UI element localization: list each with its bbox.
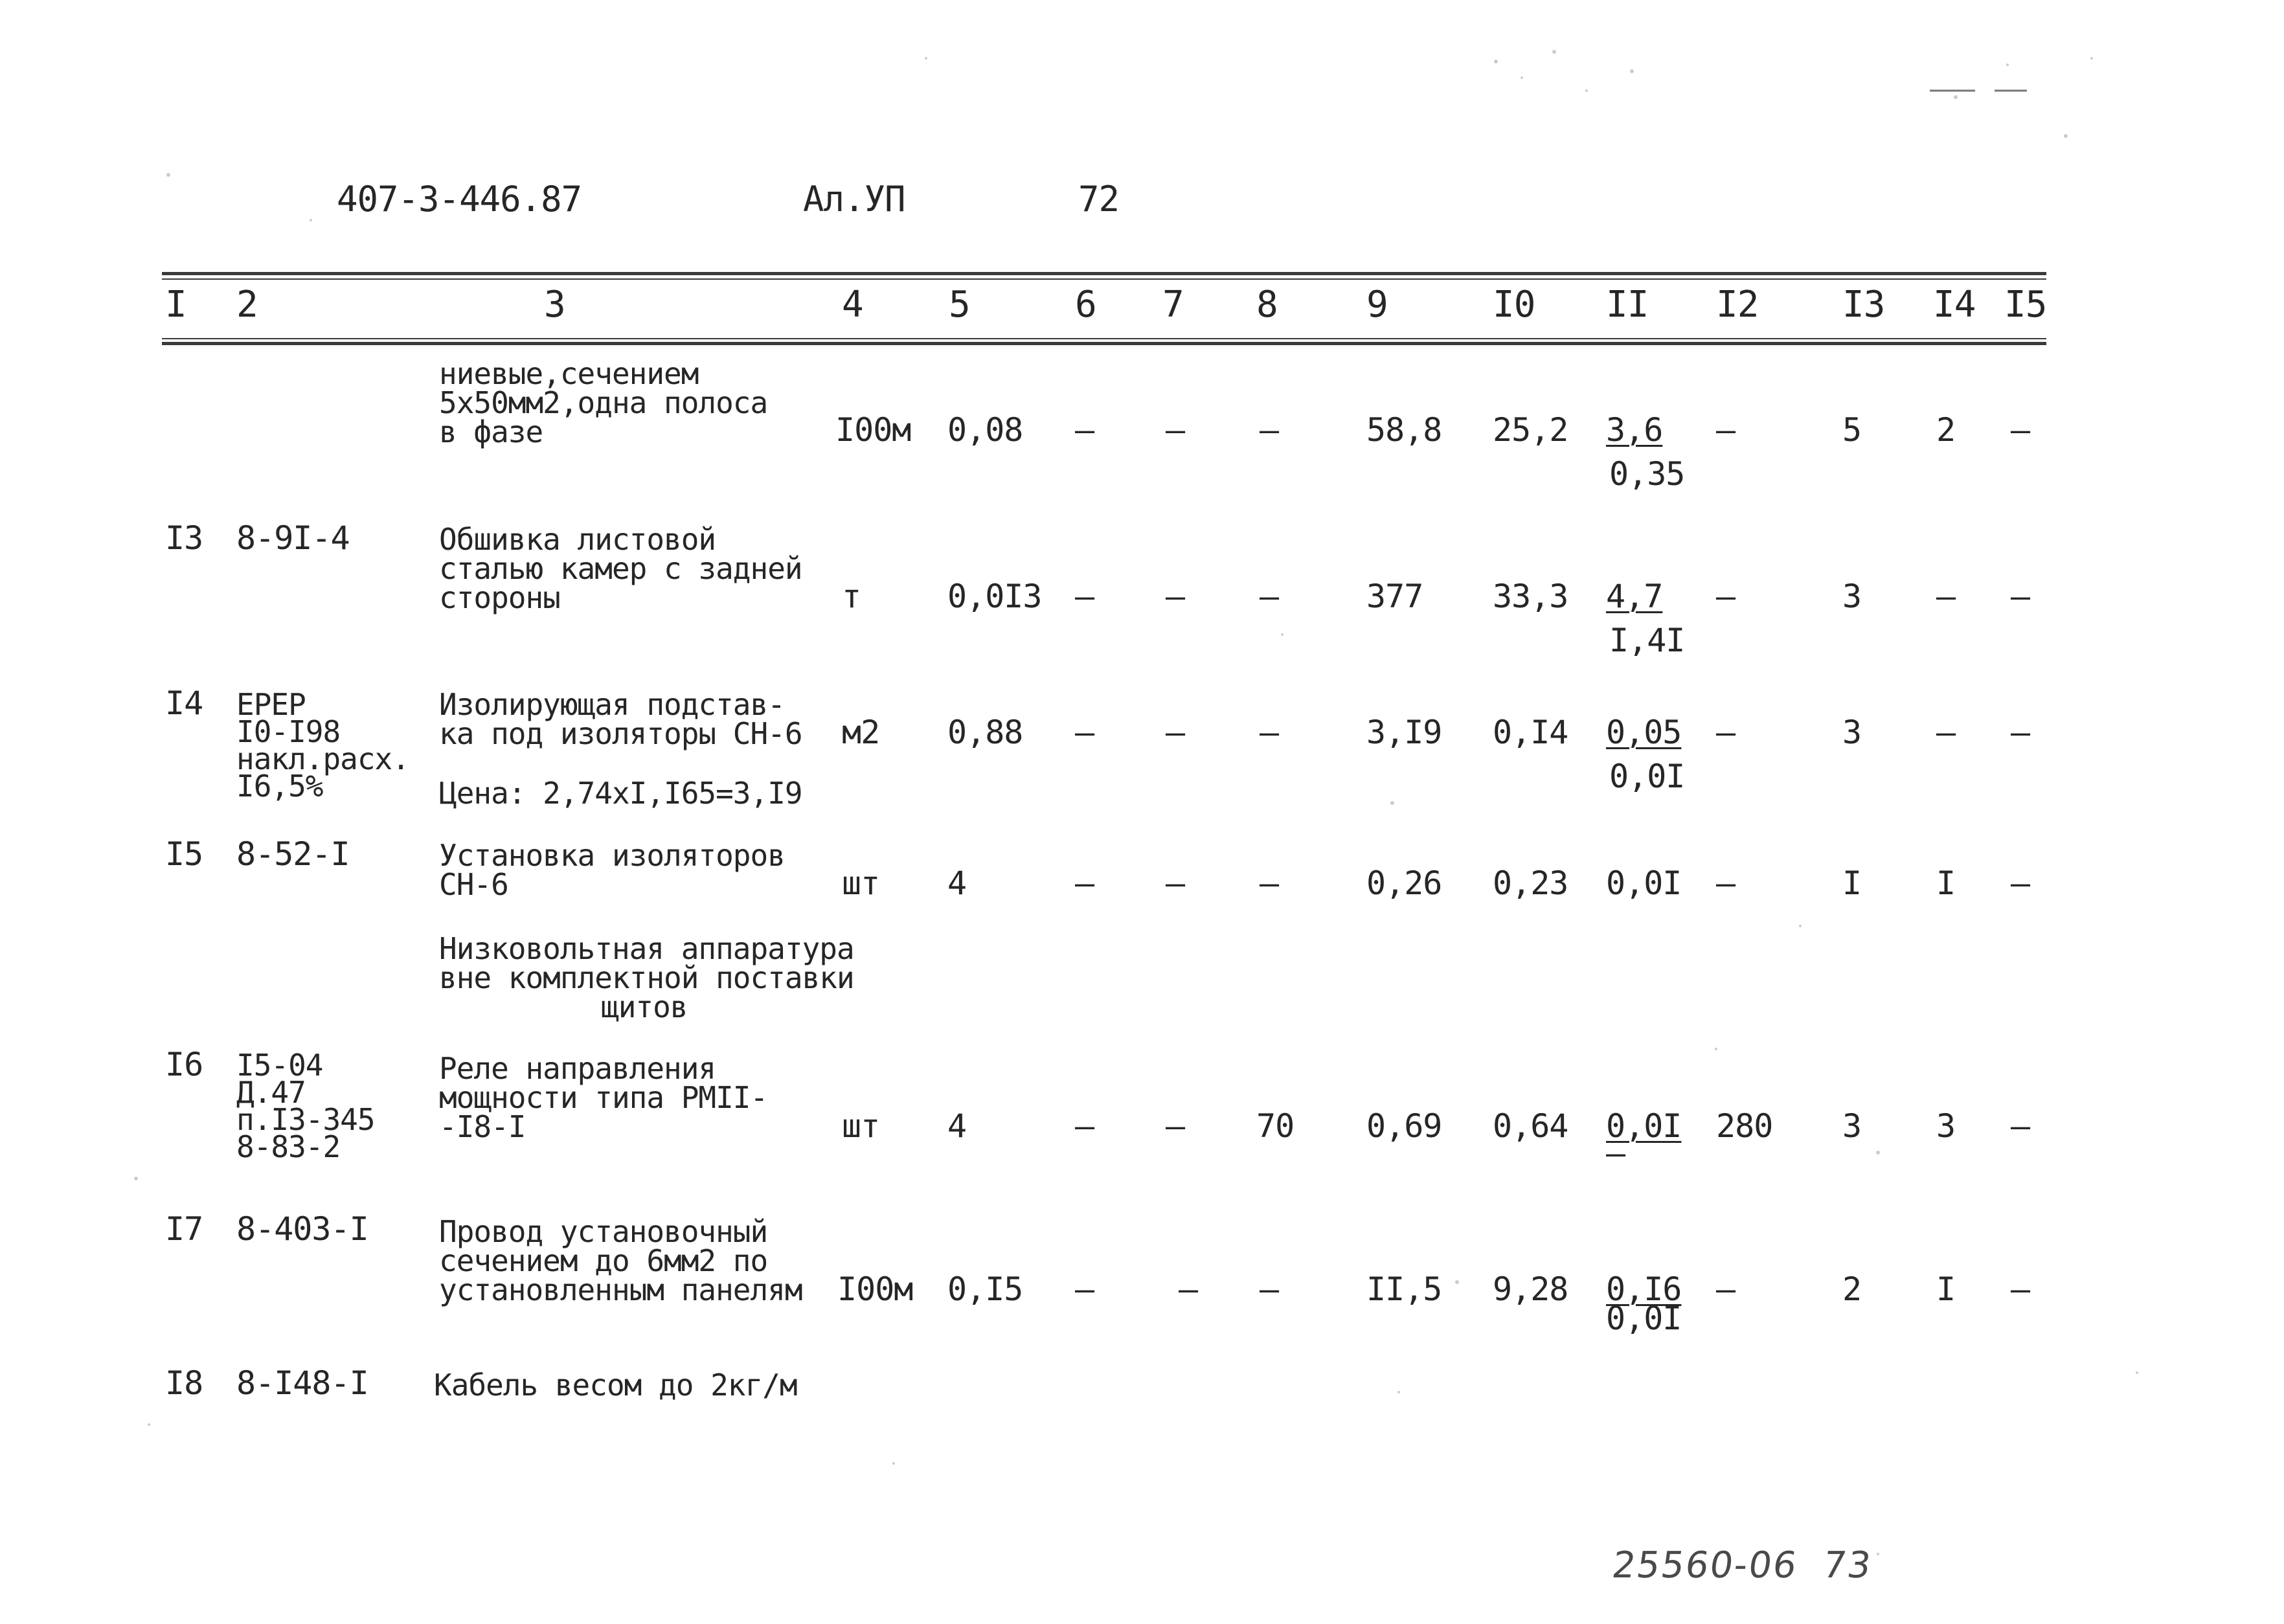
- col-15: –: [2011, 714, 2030, 751]
- quantity: 4: [947, 864, 967, 902]
- column-number: 5: [949, 284, 970, 326]
- item-name-line: -I8-I: [439, 1109, 526, 1144]
- section-heading-line: вне комплектной поставки: [439, 960, 854, 995]
- col-15: –: [2011, 864, 2030, 902]
- item-name-line: Обшивка листовой: [439, 522, 716, 557]
- norm-code: п.I3-345: [236, 1102, 375, 1137]
- col-8: –: [1260, 864, 1279, 902]
- col-13: 3: [1842, 1107, 1862, 1145]
- col-7: –: [1166, 1107, 1185, 1145]
- col-15: –: [2011, 1107, 2030, 1145]
- col-14: 2: [1936, 411, 1956, 449]
- quantity: 0,I5: [947, 1270, 1023, 1308]
- item-number: I5: [165, 835, 203, 873]
- col-6: –: [1075, 714, 1094, 751]
- table-header-rule: [162, 342, 2046, 345]
- norm-code: 8-83-2: [236, 1129, 341, 1164]
- col-6: –: [1075, 411, 1094, 449]
- col-14: –: [1936, 714, 1956, 751]
- col-10: 9,28: [1493, 1270, 1568, 1308]
- item-name-line: Кабель весом до 2кг/м: [434, 1368, 797, 1403]
- col-9: II,5: [1366, 1270, 1442, 1308]
- col-7: –: [1166, 411, 1185, 449]
- item-number: I3: [165, 519, 203, 557]
- column-number: 2: [236, 284, 258, 326]
- col-10: 0,23: [1493, 864, 1568, 902]
- column-number: 6: [1075, 284, 1096, 326]
- album-number: Ал.УП: [803, 179, 905, 220]
- item-name-line: мощности типа РМII-: [439, 1080, 768, 1115]
- unit: т: [842, 578, 861, 615]
- col-9: 0,69: [1366, 1107, 1442, 1145]
- norm-code: Д.47: [236, 1075, 306, 1110]
- table-top-rule: [162, 272, 2046, 275]
- col-9: 0,26: [1366, 864, 1442, 902]
- item-number: I6: [165, 1046, 203, 1083]
- item-name-line: ниевые,сечением: [439, 356, 699, 391]
- col-13: 5: [1842, 411, 1862, 449]
- item-name-line: 5х50мм2,одна полоса: [439, 385, 768, 420]
- column-number: 9: [1366, 284, 1388, 326]
- unit: шт: [842, 1107, 880, 1145]
- col-11-bottom: –: [1606, 1134, 1625, 1172]
- col-12: 280: [1716, 1107, 1773, 1145]
- col-6: –: [1075, 1270, 1094, 1308]
- norm-code: I6,5%: [236, 769, 323, 804]
- col-6: –: [1075, 578, 1094, 615]
- col-10: 33,3: [1493, 578, 1568, 615]
- col-15: –: [2011, 578, 2030, 615]
- item-name-line: ка под изоляторы СН-6: [439, 716, 802, 751]
- item-name-line: установленным панелям: [439, 1272, 802, 1307]
- price-note: Цена: 2,74хI,I65=3,I9: [439, 776, 802, 811]
- item-name-line: стороны: [439, 580, 560, 615]
- col-11-top: 3,6: [1606, 411, 1663, 449]
- column-number: I: [165, 284, 187, 326]
- col-13: 2: [1842, 1270, 1862, 1308]
- column-number: 4: [842, 284, 863, 326]
- col-7: –: [1166, 864, 1185, 902]
- column-number: I0: [1493, 284, 1535, 326]
- unit: м2: [842, 714, 880, 751]
- col-7: –: [1166, 578, 1185, 615]
- item-number: I8: [165, 1364, 203, 1402]
- col-12: –: [1716, 411, 1736, 449]
- item-name-line: Реле направления: [439, 1051, 716, 1086]
- norm-code: 8-9I-4: [236, 519, 350, 557]
- col-6: –: [1075, 864, 1094, 902]
- col-13: I: [1842, 864, 1862, 902]
- col-11-top: 4,7: [1606, 578, 1663, 615]
- norm-code: 8-52-I: [236, 835, 350, 873]
- col-10: 0,64: [1493, 1107, 1568, 1145]
- norm-code: 8-403-I: [236, 1210, 368, 1248]
- column-number: I5: [2004, 284, 2047, 326]
- col-12: –: [1716, 714, 1736, 751]
- section-heading-line: щитов: [601, 989, 688, 1024]
- col-11-top: 0,I6: [1606, 1270, 1682, 1308]
- col-9: 377: [1366, 578, 1423, 615]
- col-12: –: [1716, 1270, 1736, 1308]
- quantity: 4: [947, 1107, 967, 1145]
- col-7: –: [1166, 714, 1185, 751]
- col-10: 25,2: [1493, 411, 1568, 449]
- item-name-line: Провод установочный: [439, 1214, 768, 1249]
- quantity: 0,88: [947, 714, 1023, 751]
- norm-code: 8-I48-I: [236, 1364, 368, 1402]
- quantity: 0,08: [947, 411, 1023, 449]
- item-name-line: в фазе: [439, 414, 543, 449]
- col-11-bottom: 0,0I: [1609, 758, 1685, 795]
- col-6: –: [1075, 1107, 1094, 1145]
- handwritten-archive-number: 25560-06 73: [1609, 1544, 1875, 1586]
- column-number: 3: [544, 284, 565, 326]
- unit: шт: [842, 864, 880, 902]
- col-15: –: [2011, 1270, 2030, 1308]
- item-name-line: сталью камер с задней: [439, 551, 802, 586]
- table-header-rule-inner: [162, 338, 2046, 339]
- column-number: I3: [1842, 284, 1885, 326]
- col-8: –: [1260, 1270, 1279, 1308]
- col-10: 0,I4: [1493, 714, 1568, 751]
- col-14: –: [1936, 578, 1956, 615]
- quantity: 0,0I3: [947, 578, 1042, 615]
- item-name-line: сечением до 6мм2 по: [439, 1243, 768, 1278]
- col-11-top: 0,05: [1606, 714, 1682, 751]
- norm-code: накл.расх.: [236, 741, 409, 776]
- col-8: –: [1260, 714, 1279, 751]
- column-number: 8: [1256, 284, 1278, 326]
- col-14: 3: [1936, 1107, 1956, 1145]
- col-9: 58,8: [1366, 411, 1442, 449]
- norm-code: I5-04: [236, 1048, 323, 1083]
- col-11-top: 0,0I: [1606, 1107, 1682, 1145]
- col-12: –: [1716, 864, 1736, 902]
- table-top-rule-inner: [162, 278, 2046, 280]
- col-12: –: [1716, 578, 1736, 615]
- section-heading-line: Низковольтная аппаратура: [439, 931, 854, 966]
- norm-code: ЕРЕР: [236, 687, 306, 722]
- item-number: I7: [165, 1210, 203, 1248]
- col-13: 3: [1842, 578, 1862, 615]
- unit: I00м: [837, 1270, 913, 1308]
- norm-code: I0-I98: [236, 714, 341, 749]
- col-11-bottom: 0,35: [1609, 455, 1685, 493]
- col-11-top: 0,0I: [1606, 864, 1682, 902]
- document-code: 407-3-446.87: [337, 179, 582, 220]
- col-11-bottom: I,4I: [1609, 622, 1685, 659]
- col-11-bottom: 0,0I: [1606, 1300, 1682, 1337]
- item-name-line: Изолирующая подстав-: [439, 687, 785, 722]
- col-7: –: [1179, 1270, 1198, 1308]
- col-14: I: [1936, 1270, 1956, 1308]
- col-8: 70: [1256, 1107, 1295, 1145]
- col-8: –: [1260, 578, 1279, 615]
- item-name-line: СН-6: [439, 867, 508, 902]
- col-8: –: [1260, 411, 1279, 449]
- item-name-line: Установка изоляторов: [439, 838, 785, 873]
- unit: I00м: [835, 411, 911, 449]
- col-13: 3: [1842, 714, 1862, 751]
- column-number: 7: [1162, 284, 1184, 326]
- column-number: II: [1606, 284, 1649, 326]
- item-number: I4: [165, 684, 203, 722]
- column-number: I4: [1933, 284, 1976, 326]
- column-number: I2: [1716, 284, 1759, 326]
- page-number: 72: [1078, 179, 1120, 220]
- col-9: 3,I9: [1366, 714, 1442, 751]
- col-15: –: [2011, 411, 2030, 449]
- col-14: I: [1936, 864, 1956, 902]
